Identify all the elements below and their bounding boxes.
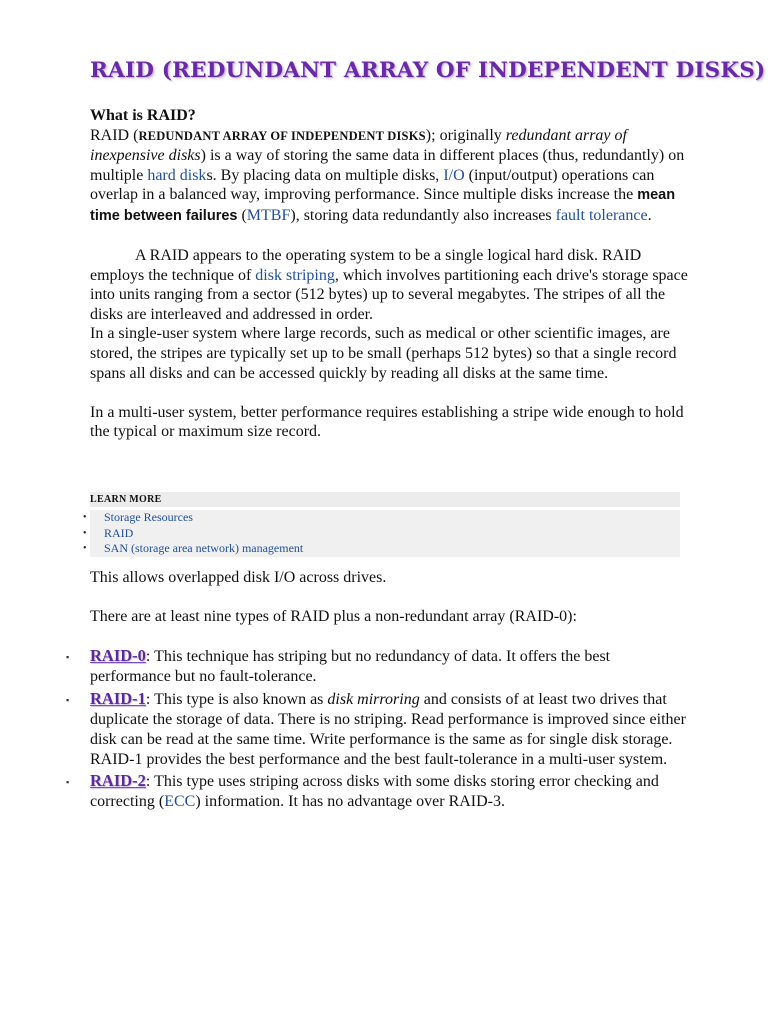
- raid-type-item: [66, 689, 686, 770]
- text: (input/output) operations can overlap in a balanced way, improving performance. Since multiple disks increase the: [90, 166, 655, 204]
- raid-description: ) information. It has no advantage over RAID-3.: [195, 793, 505, 810]
- learn-more-box: [90, 492, 680, 557]
- text: ); originally: [425, 126, 506, 144]
- raid-level-name: RAID-2: [90, 771, 146, 790]
- link-storage-resources[interactable]: Storage Resources: [104, 510, 193, 524]
- learn-more-list: [90, 510, 680, 557]
- section-heading: What is RAID?: [90, 107, 196, 124]
- link-ecc[interactable]: ECC: [164, 793, 196, 810]
- raid-level-name: RAID-0: [90, 646, 146, 665]
- square-bullet-icon: [66, 690, 69, 710]
- learn-more-item: [90, 526, 680, 542]
- text: s. By placing data on multiple disks,: [206, 166, 444, 184]
- italic-text: redundant array of inexpensive disks: [90, 126, 627, 165]
- text: ), storing data redundantly also increases: [290, 206, 556, 224]
- learn-more-header: LEARN MORE: [90, 492, 680, 507]
- text: A RAID appears to the operating system to be a single logical hard disk. RAID employs the technique of: [90, 247, 642, 284]
- italic-text: disk mirroring: [327, 690, 420, 708]
- raid-type-item: [66, 646, 686, 687]
- link-io[interactable]: I/O: [443, 166, 465, 184]
- link-disk-striping[interactable]: disk striping: [255, 266, 335, 284]
- raid-type-item: [66, 771, 686, 812]
- text: ) is a way of storing the same data in different places (thus, redundantly) on multiple: [90, 147, 685, 184]
- intro-section: [90, 106, 690, 442]
- single-user-paragraph: In a single-user system where large records, such as medical or other scientific images, are stored, the stripes are typically set up to be small (perhaps 512 bytes) so that a single record spans all disks and can be accessed quickly by reading all disks at the same time.: [90, 325, 677, 382]
- text: (: [237, 206, 247, 224]
- bullet-icon: [83, 526, 87, 542]
- raid-level-name: RAID-1: [90, 688, 146, 708]
- learn-more-item: [90, 510, 680, 526]
- page-title: RAID (REDUNDANT ARRAY OF INDEPENDENT DISKS): [90, 58, 766, 83]
- bullet-icon: [83, 510, 87, 526]
- overlap-paragraph: This allows overlapped disk I/O across drives.: [90, 569, 387, 586]
- learn-more-item: [90, 541, 680, 557]
- link-san[interactable]: SAN (storage area network) management: [104, 541, 304, 555]
- square-bullet-icon: [66, 647, 69, 667]
- multi-user-paragraph: In a multi-user system, better performance requires establishing a stripe wide enough to hold the typical or maximum size record.: [90, 403, 684, 441]
- square-bullet-icon: [66, 772, 69, 792]
- raid-description: : This type is also known as: [145, 690, 328, 708]
- link-fault-tolerance[interactable]: fault tolerance: [555, 206, 648, 224]
- raid-types-list: [66, 646, 686, 814]
- link-mtbf[interactable]: MTBF: [246, 206, 291, 224]
- link-raid[interactable]: RAID: [104, 525, 134, 540]
- bullet-icon: [83, 541, 87, 557]
- text: .: [647, 206, 652, 224]
- types-intro-paragraph: There are at least nine types of RAID plus a non-redundant array (RAID-0):: [90, 608, 577, 626]
- raid-description: and consists of at least two drives that duplicate the storage of data. There is no striping. Read performance is improved since either disk can be read at the same time. Write performance is the same as for single disk storage. RAID-1 provides the best performance and the best fault-tolerance in a multi-user system.: [90, 690, 686, 768]
- raid-description: : This type uses striping across disks with some disks storing error checking and correcting (: [90, 773, 659, 810]
- acronym-expansion: REDUNDANT ARRAY OF INDEPENDENT DISKS: [138, 128, 426, 143]
- bold-term: mean time between failures: [90, 187, 676, 224]
- link-hard-disk[interactable]: hard disk: [147, 166, 207, 184]
- intro-paragraph: [90, 126, 690, 227]
- text: RAID (: [90, 126, 139, 144]
- raid-description: : This technique has striping but no redundancy of data. It offers the best performance but no fault-tolerance.: [90, 648, 611, 685]
- striping-paragraph: [90, 246, 690, 324]
- after-section: [90, 568, 690, 627]
- text: , which involves partitioning each drive's storage space into units ranging from a sector (512 bytes) up to several megabytes. The stripes of all the disks are interleaved and addressed in order.: [90, 266, 688, 323]
